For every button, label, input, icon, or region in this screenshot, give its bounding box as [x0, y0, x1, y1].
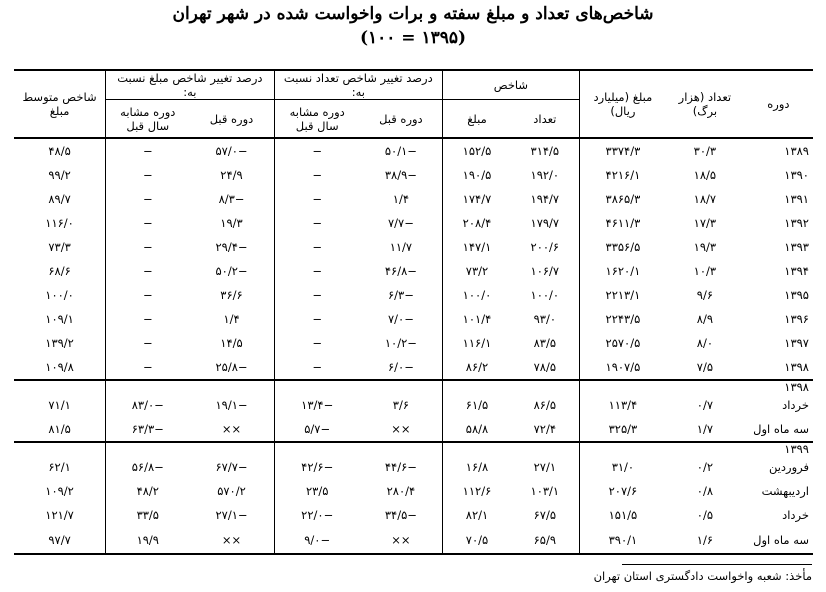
cell-count: ۱/۶: [666, 527, 744, 554]
cell-cnt-prev: −۴۶/۸: [384, 264, 417, 278]
cell-idx-amount: ۱۰۰/۰: [443, 283, 511, 307]
cell-amount: ۱۱۳/۴: [579, 393, 666, 417]
cell-cnt-same: ۲۳/۵: [274, 479, 360, 503]
table-row: [14, 503, 813, 527]
table-row: [14, 259, 813, 283]
cell-amt-same: −: [106, 307, 190, 331]
cell-period: ۱۳۹۴: [784, 264, 809, 278]
cell-period: ۱۳۸۹: [784, 144, 809, 158]
cell-amt-same: ۳۳/۵: [106, 503, 190, 527]
table-base-year: (۱۰۰ = ۱۳۹۵): [359, 28, 467, 48]
cell-avg: ۶۸/۶: [48, 264, 71, 278]
cell-cnt-same: −: [274, 355, 360, 380]
cell-idx-count: ۱۷۹/۷: [530, 216, 560, 230]
cell-period: سه ماه اول: [753, 422, 809, 436]
cell-amt-same: −: [106, 138, 190, 163]
cell-idx-amount: ۲۰۸/۴: [443, 211, 511, 235]
cell-cnt-prev: ۲۸۰/۴: [386, 484, 416, 498]
cell-avg: ۱۳۹/۲: [45, 336, 74, 350]
cell-amt-same: −۵۶/۸: [106, 455, 190, 479]
empty-cell: [666, 442, 744, 455]
cell-amt-prev: −۲۵/۸: [215, 360, 248, 374]
cell-avg: ۱۰۰/۰: [45, 288, 74, 302]
table-row: [14, 527, 813, 554]
cell-amount: ۳۸۶۵/۳: [579, 187, 666, 211]
table-row: [14, 283, 813, 307]
cell-idx-count: ۷۲/۴: [533, 422, 557, 436]
cell-idx-amount: ۶۱/۵: [443, 393, 511, 417]
section-1399: [14, 442, 813, 554]
cell-idx-amount: ۱۴۷/۱: [443, 235, 511, 259]
cell-cnt-same: −: [274, 331, 360, 355]
cell-avg: ۷۱/۱: [48, 398, 71, 412]
cell-idx-count: ۱۹۲/۰: [530, 168, 560, 182]
cell-amt-prev: −۶۷/۷: [215, 460, 248, 474]
empty-cell: [274, 442, 360, 455]
cell-cnt-prev: −۴۴/۶: [384, 460, 417, 474]
cell-cnt-same: −: [274, 235, 360, 259]
cell-cnt-same: −۲۲/۰: [274, 503, 360, 527]
cell-cnt-prev: −۶/۰: [387, 360, 414, 374]
cell-idx-amount: ۱۱۶/۱: [443, 331, 511, 355]
cell-cnt-prev: −۳۸/۹: [384, 168, 417, 182]
cell-idx-amount: ۷۰/۵: [443, 527, 511, 554]
cell-avg: ۴۸/۵: [48, 144, 71, 158]
cell-idx-count: ۶۵/۹: [511, 527, 579, 554]
cell-amt-same: −: [106, 163, 190, 187]
cell-cnt-same: −: [274, 283, 360, 307]
cell-amt-same: −: [106, 235, 190, 259]
cell-count: ۸/۹: [696, 312, 713, 326]
cell-amt-prev: ۳۶/۶: [220, 288, 243, 302]
header-amount-change-group: درصد تغییر شاخص مبلغ نسبت به:: [106, 70, 274, 100]
cell-amt-prev: −۱۹/۱: [215, 398, 248, 412]
cell-amount: ۴۲۱۶/۱: [579, 163, 666, 187]
cell-count: ۱۹/۳: [693, 240, 717, 254]
cell-amt-same: −: [106, 187, 190, 211]
cell-period: ۱۳۹۸: [784, 360, 809, 374]
empty-cell: [274, 380, 360, 393]
cell-period: ۱۳۹۶: [784, 312, 809, 326]
cell-count: ۰/۸: [696, 484, 713, 498]
cell-period: ۱۳۹۳: [784, 240, 809, 254]
table-row: [14, 187, 813, 211]
cell-amt-prev: −۲۹/۴: [215, 240, 248, 254]
header-index-group: شاخص: [443, 70, 580, 100]
cell-cnt-prev: −۷/۰: [387, 312, 414, 326]
cell-amount: ۳۹۰/۱: [579, 527, 666, 554]
cell-avg: ۸۹/۷: [48, 192, 71, 206]
cell-idx-count: ۱۹۴/۷: [530, 192, 560, 206]
cell-idx-amount: ۱۶/۸: [443, 455, 511, 479]
cell-amount: ۱۶۲۰/۱: [579, 259, 666, 283]
cell-idx-amount: ۷۳/۲: [443, 259, 511, 283]
cell-amt-same: −۸۳/۰: [106, 393, 190, 417]
table-title: شاخص‌های تعداد و مبلغ سفته و برات واخواست شده در شهر تهران: [172, 4, 654, 24]
cell-count: ۰/۵: [696, 508, 713, 522]
data-table: [14, 69, 813, 555]
cell-amt-prev: −۲۷/۱: [215, 508, 248, 522]
table-row: [14, 331, 813, 355]
cell-avg: ۷۳/۳: [48, 240, 71, 254]
cell-period: ۱۳۹۵: [784, 288, 809, 302]
table-row: [14, 355, 813, 380]
cell-idx-count: ۲۷/۱: [533, 460, 557, 474]
cell-cnt-prev: −۶/۳: [387, 288, 414, 302]
cell-idx-amount: ۱۱۲/۶: [443, 479, 511, 503]
empty-cell: [360, 442, 443, 455]
cell-amount: ۱۹۰۷/۵: [579, 355, 666, 380]
header-amount-prev: دوره قبل: [189, 100, 274, 139]
cell-cnt-same: −۹/۰: [274, 527, 360, 554]
cell-amount: ۳۳۷۴/۳: [579, 138, 666, 163]
cell-amount: ۳۳۵۶/۵: [579, 235, 666, 259]
cell-cnt-prev: −۵۰/۱: [384, 144, 417, 158]
header-avg-amount-index: شاخص متوسط مبلغ: [14, 70, 106, 138]
header-index-count: تعداد: [511, 100, 579, 139]
cell-amt-prev: −۸/۳: [218, 192, 245, 206]
cell-cnt-prev: −۷/۷: [387, 216, 414, 230]
cell-idx-count: ۹۳/۰: [533, 312, 557, 326]
source-note: مأخذ: شعبه واخواست دادگستری استان تهران: [593, 569, 812, 583]
cell-period: خرداد: [782, 508, 809, 522]
cell-idx-count: ۷۸/۵: [533, 360, 557, 374]
cell-amt-same: −: [106, 331, 190, 355]
empty-cell: [189, 442, 274, 455]
table-row: [14, 163, 813, 187]
cell-amt-same: −: [106, 283, 190, 307]
cell-amt-prev: ۱/۴: [223, 312, 240, 326]
cell-cnt-same: −: [274, 307, 360, 331]
cell-period: ۱۳۹۱: [784, 192, 809, 206]
cell-cnt-prev: ۱/۴: [392, 192, 410, 206]
cell-amt-same: −: [106, 259, 190, 283]
header-count-same: دوره مشابه سال قبل: [274, 100, 360, 139]
cell-count: ۱۸/۵: [693, 168, 717, 182]
cell-count: ۳۰/۳: [693, 144, 717, 158]
cell-period: ۱۳۹۷: [784, 336, 809, 350]
cell-avg: ۶۲/۱: [48, 460, 71, 474]
cell-count: ۰/۷: [696, 398, 713, 412]
cell-amount: ۲۰۷/۶: [579, 479, 666, 503]
cell-count: ۱۸/۷: [693, 192, 717, 206]
empty-cell: [511, 442, 579, 455]
cell-count: ۱۷/۳: [693, 216, 717, 230]
empty-cell: [106, 380, 190, 393]
empty-cell: [443, 442, 511, 455]
cell-idx-count: ۱۰۳/۱: [530, 484, 560, 498]
cell-cnt-prev: ××: [391, 422, 411, 436]
cell-amt-prev: −۵۷/۰: [215, 144, 248, 158]
empty-cell: [443, 380, 511, 393]
cell-cnt-same: −: [274, 138, 360, 163]
empty-cell: [14, 442, 106, 455]
header-amount-same: دوره مشابه سال قبل: [106, 100, 190, 139]
table-row: [14, 479, 813, 503]
table-row: [14, 235, 813, 259]
header-count-prev: دوره قبل: [360, 100, 443, 139]
annual-rows: [14, 138, 813, 380]
cell-period: خرداد: [782, 398, 809, 412]
cell-cnt-prev: ۱۱/۷: [389, 240, 413, 254]
cell-idx-amount: ۵۸/۸: [443, 417, 511, 442]
cell-idx-amount: ۸۲/۱: [443, 503, 511, 527]
empty-cell: [511, 380, 579, 393]
cell-idx-amount: ۸۶/۲: [443, 355, 511, 380]
cell-count: ۹/۶: [696, 288, 713, 302]
cell-amt-prev: ۱۴/۵: [220, 336, 243, 350]
cell-idx-amount: ۱۰۱/۴: [443, 307, 511, 331]
cell-avg: ۱۰۹/۸: [45, 360, 74, 374]
cell-amount: ۲۵۷۰/۵: [579, 331, 666, 355]
empty-cell: [14, 380, 106, 393]
cell-idx-count: ۱۰۶/۷: [530, 264, 560, 278]
cell-period: ۱۳۹۰: [784, 168, 809, 182]
cell-amt-prev: ××: [189, 527, 274, 554]
empty-cell: [666, 380, 744, 393]
cell-avg: ۸۱/۵: [48, 422, 71, 436]
table-row: [14, 307, 813, 331]
cell-count: ۱۰/۳: [693, 264, 717, 278]
cell-cnt-same: −: [274, 259, 360, 283]
table-row: [14, 393, 813, 417]
cell-amt-same: ۴۸/۲: [106, 479, 190, 503]
cell-cnt-same: −۵/۷: [274, 417, 360, 442]
cell-amount: ۳۱/۰: [579, 455, 666, 479]
cell-cnt-prev: ۳/۶: [392, 398, 410, 412]
cell-avg: ۱۱۶/۰: [45, 216, 74, 230]
cell-idx-count: ۸۶/۵: [533, 398, 557, 412]
cell-avg: ۱۰۹/۱: [45, 312, 74, 326]
cell-amt-prev: −۵۰/۲: [215, 264, 248, 278]
cell-count: ۱/۷: [696, 422, 713, 436]
cell-period: سه ماه اول: [744, 527, 813, 554]
cell-cnt-same: −۴۲/۶: [274, 455, 360, 479]
cell-amt-same: −: [106, 211, 190, 235]
cell-cnt-prev: −۳۴/۵: [384, 508, 417, 522]
cell-amt-prev: ۲۴/۹: [220, 168, 243, 182]
cell-cnt-same: −: [274, 211, 360, 235]
cell-idx-count: ۲۰۰/۶: [530, 240, 560, 254]
cell-idx-count: ۸۳/۵: [533, 336, 557, 350]
cell-count: ۷/۵: [696, 360, 713, 374]
cell-amt-same: −: [106, 355, 190, 380]
empty-cell: [189, 380, 274, 393]
section-year-row: [14, 380, 813, 393]
cell-period: فروردین: [768, 460, 809, 474]
cell-idx-amount: ۱۵۲/۵: [443, 138, 511, 163]
cell-count: ۰/۲: [696, 460, 713, 474]
cell-amt-prev: ××: [221, 422, 242, 436]
cell-idx-amount: ۱۹۰/۵: [443, 163, 511, 187]
section-year-label: ۱۳۹۸: [744, 380, 813, 393]
cell-amt-same: ۱۹/۹: [106, 527, 190, 554]
table-row: [14, 211, 813, 235]
empty-cell: [579, 442, 666, 455]
source-divider: [622, 564, 812, 565]
cell-amount: ۲۲۱۳/۱: [579, 283, 666, 307]
cell-amount: ۲۲۴۳/۵: [579, 307, 666, 331]
section-year-row: [14, 442, 813, 455]
cell-idx-count: ۳۱۴/۵: [530, 144, 560, 158]
table-row: [14, 138, 813, 163]
header-period: دوره: [744, 70, 813, 138]
cell-cnt-same: −: [274, 163, 360, 187]
header-count-change-group: درصد تغییر شاخص تعداد نسبت به:: [274, 70, 442, 100]
cell-count: ۸/۰: [696, 336, 713, 350]
section-year-label: ۱۳۹۹: [744, 442, 813, 455]
header-count: تعداد (هزار برگ): [666, 70, 744, 138]
cell-cnt-same: −: [274, 187, 360, 211]
cell-amount: ۱۵۱/۵: [579, 503, 666, 527]
table-row: [14, 455, 813, 479]
cell-cnt-prev: ××: [360, 527, 443, 554]
cell-avg: ۱۲۱/۷: [45, 508, 74, 522]
cell-cnt-prev: −۱۰/۲: [384, 336, 417, 350]
cell-amount: ۳۲۵/۳: [579, 417, 666, 442]
cell-idx-count: ۱۰۰/۰: [530, 288, 560, 302]
cell-avg: ۹۹/۲: [48, 168, 71, 182]
section-1398: [14, 380, 813, 442]
empty-cell: [106, 442, 190, 455]
table-row: [14, 417, 813, 442]
empty-cell: [579, 380, 666, 393]
cell-amount: ۴۶۱۱/۳: [579, 211, 666, 235]
empty-cell: [360, 380, 443, 393]
cell-idx-count: ۶۷/۵: [533, 508, 557, 522]
cell-idx-amount: ۱۷۴/۷: [443, 187, 511, 211]
cell-amt-prev: ۱۹/۳: [220, 216, 243, 230]
cell-amt-same: −۶۳/۳: [106, 417, 190, 442]
header-amount: مبلغ (میلیارد ریال): [579, 70, 666, 138]
cell-avg: ۱۰۹/۲: [45, 484, 74, 498]
cell-amt-prev: ۵۷۰/۲: [217, 484, 246, 498]
cell-cnt-same: −۱۳/۴: [274, 393, 360, 417]
cell-avg: ۹۷/۷: [14, 527, 106, 554]
header-index-amount: مبلغ: [443, 100, 511, 139]
cell-period: ۱۳۹۲: [784, 216, 809, 230]
cell-period: اردیبهشت: [761, 484, 809, 498]
